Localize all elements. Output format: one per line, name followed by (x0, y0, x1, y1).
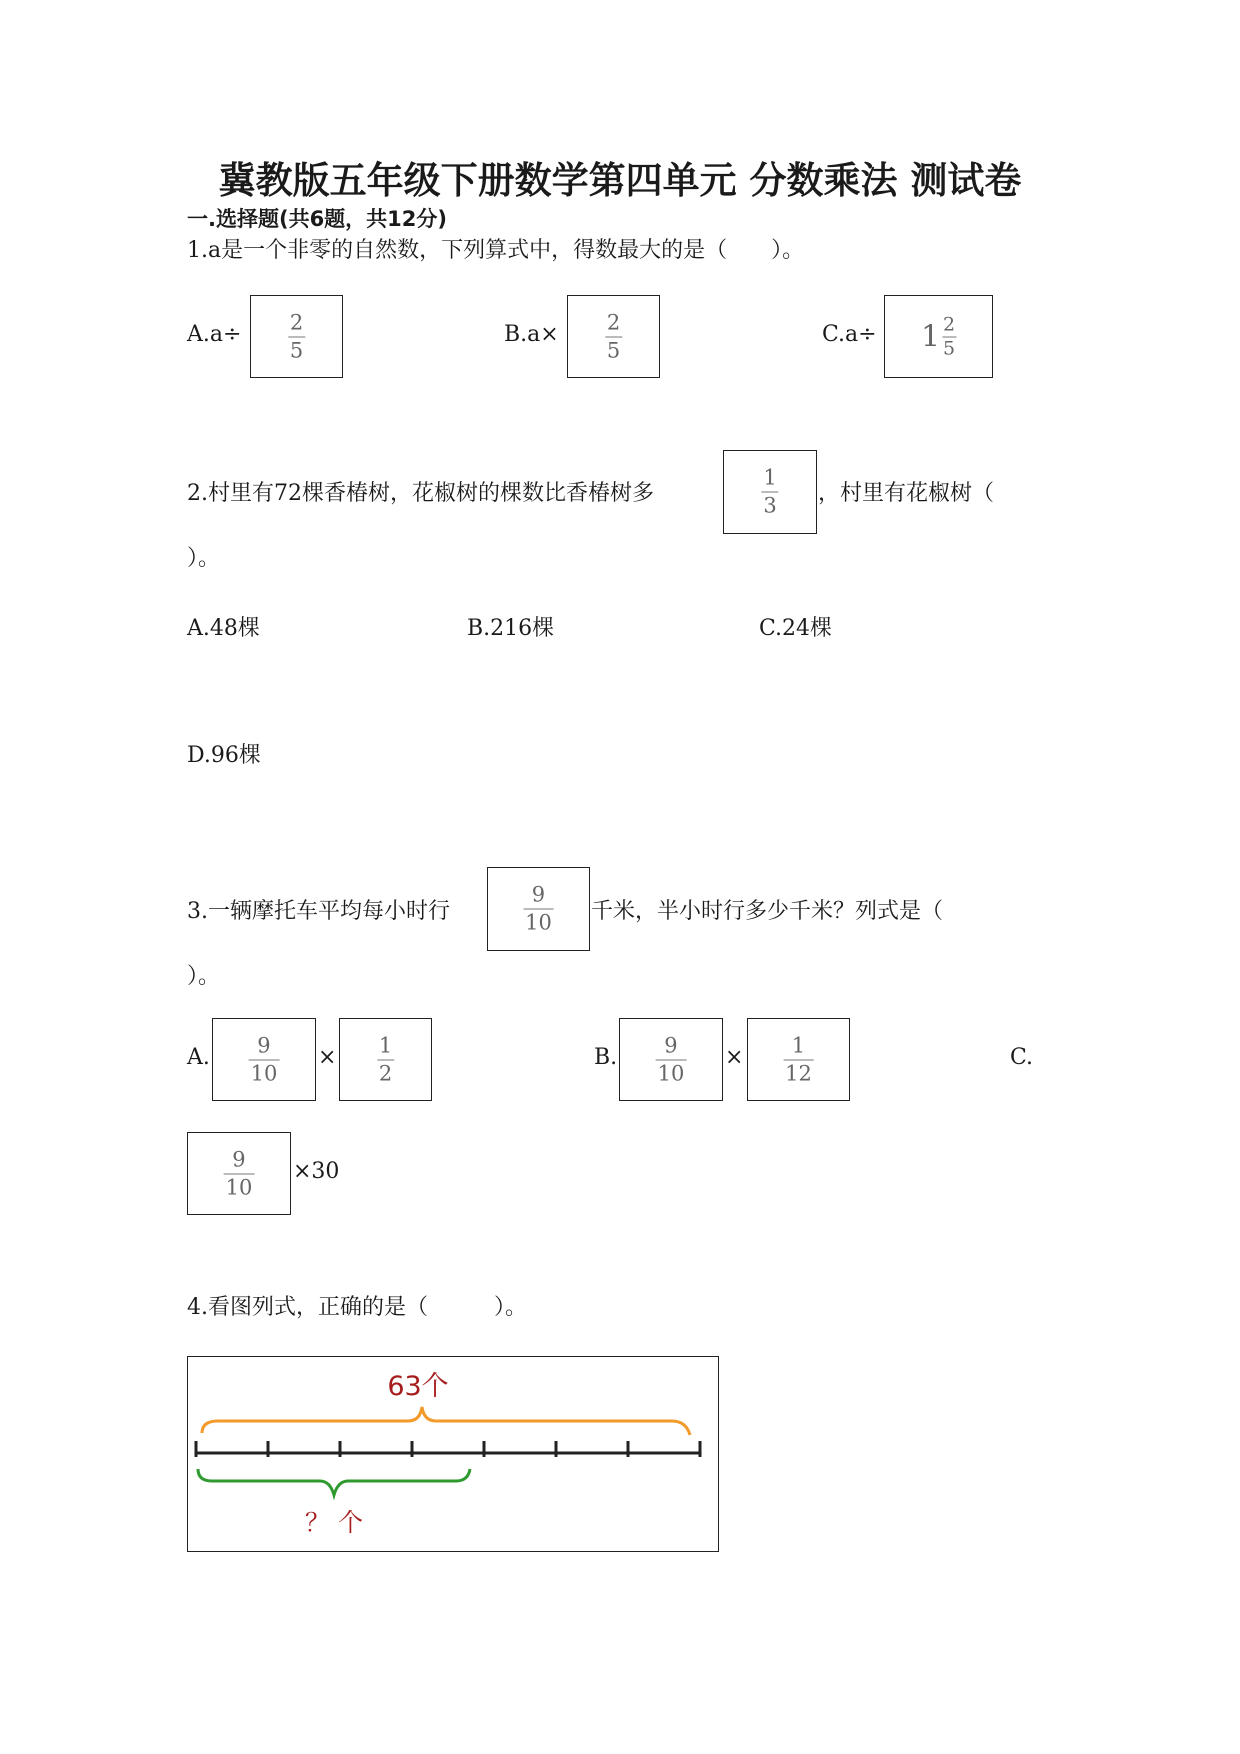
line-segment-diagram (187, 1356, 719, 1552)
q3-option-c-label[interactable]: C. (1010, 1045, 1034, 1070)
fraction (288, 311, 305, 362)
total-brace (202, 1407, 690, 1435)
numerator: 1 (763, 465, 777, 490)
fraction-bar (656, 1059, 687, 1060)
numerator: 9 (257, 1033, 271, 1057)
fraction (942, 315, 956, 358)
denominator: 5 (606, 338, 621, 362)
q3-fraction-box (487, 867, 590, 951)
multiply-sign: × (725, 1045, 744, 1070)
fraction-bar (224, 1173, 255, 1174)
section-heading: 一.选择题(共6题，共12分) (187, 207, 448, 231)
question-3-stem-start: 3.一辆摩托车平均每小时行 (187, 899, 450, 924)
question-4-stem: 4.看图列式，正确的是（ ）。 (187, 1295, 527, 1320)
numerator: 9 (531, 882, 546, 907)
numerator: 9 (232, 1147, 246, 1171)
q3-option-a-fraction-2 (339, 1018, 432, 1101)
fraction-bar (523, 909, 554, 910)
numerator: 2 (606, 310, 621, 334)
segment-diagram-svg (188, 1357, 717, 1550)
fraction-bar (605, 336, 622, 337)
denominator: 3 (763, 493, 777, 518)
fraction (523, 884, 554, 935)
q3-option-b-label[interactable]: B. (594, 1045, 618, 1070)
fraction-bar (783, 1059, 814, 1060)
q3-option-c-fraction (187, 1132, 291, 1215)
segment-ticks (196, 1441, 700, 1457)
question-3-stem-end: ）。 (187, 964, 221, 989)
question-2-stem-end: ）。 (187, 546, 221, 571)
q1-option-c-label[interactable]: C.a÷ (822, 322, 877, 347)
question-2-stem-start: 2.村里有72棵香椿树，花椒树的棵数比香椿树多 (187, 481, 654, 506)
numerator: 9 (664, 1033, 678, 1057)
q3-option-a-fraction-1 (212, 1018, 316, 1101)
q1-option-c-fraction-box (884, 295, 993, 378)
denominator: 10 (250, 1061, 278, 1085)
numerator: 1 (791, 1033, 806, 1057)
q3-option-b-fraction-1 (619, 1018, 723, 1101)
fraction (761, 467, 778, 518)
numerator: 1 (378, 1033, 393, 1057)
q2-option-a[interactable]: A.48棵 (187, 616, 260, 641)
q3-option-a-label[interactable]: A. (187, 1045, 210, 1070)
fraction-bar (249, 1059, 280, 1060)
unknown-quantity-label: ？ 个 (305, 1508, 363, 1537)
mixed-number (921, 315, 956, 358)
fraction (377, 1034, 394, 1085)
denominator: 5 (289, 338, 304, 362)
q2-fraction-box (723, 450, 817, 534)
part-brace (198, 1469, 470, 1495)
numerator: 2 (289, 310, 304, 334)
question-2-stem-middle: ，村里有花椒树（ (818, 481, 995, 506)
denominator: 12 (785, 1061, 812, 1085)
denominator: 10 (525, 910, 552, 935)
fraction (783, 1034, 814, 1085)
multiply-sign: × (318, 1045, 337, 1070)
denominator: 10 (657, 1061, 685, 1085)
page-title: 冀教版五年级下册数学第四单元 分数乘法 测试卷 (218, 159, 1022, 202)
q1-option-a-fraction-box (250, 295, 343, 378)
q2-option-d[interactable]: D.96棵 (187, 743, 261, 768)
fraction-bar (288, 336, 305, 337)
numerator: 2 (943, 313, 956, 335)
q3-option-c-suffix: ×30 (293, 1159, 340, 1184)
denominator: 2 (378, 1061, 393, 1085)
q2-option-c[interactable]: C.24棵 (759, 616, 833, 641)
q3-option-b-fraction-2 (747, 1018, 850, 1101)
fraction (605, 311, 622, 362)
q2-option-b[interactable]: B.216棵 (467, 616, 555, 641)
question-1-stem: 1.a是一个非零的自然数，下列算式中，得数最大的是（ ）。 (187, 238, 805, 263)
total-quantity-label: 63个 (387, 1371, 449, 1402)
fraction (224, 1148, 255, 1199)
fraction (656, 1034, 687, 1085)
fraction-bar (377, 1059, 394, 1060)
fraction-bar (761, 492, 778, 493)
denominator: 10 (225, 1175, 253, 1199)
q1-option-a-label[interactable]: A.a÷ (187, 322, 242, 347)
question-3-stem-middle: 千米，半小时行多少千米？列式是（ (591, 899, 944, 924)
whole-part: 1 (920, 319, 941, 354)
q1-option-b-label[interactable]: B.a× (504, 322, 559, 347)
q1-option-b-fraction-box (567, 295, 660, 378)
fraction (249, 1034, 280, 1085)
denominator: 5 (943, 337, 956, 359)
